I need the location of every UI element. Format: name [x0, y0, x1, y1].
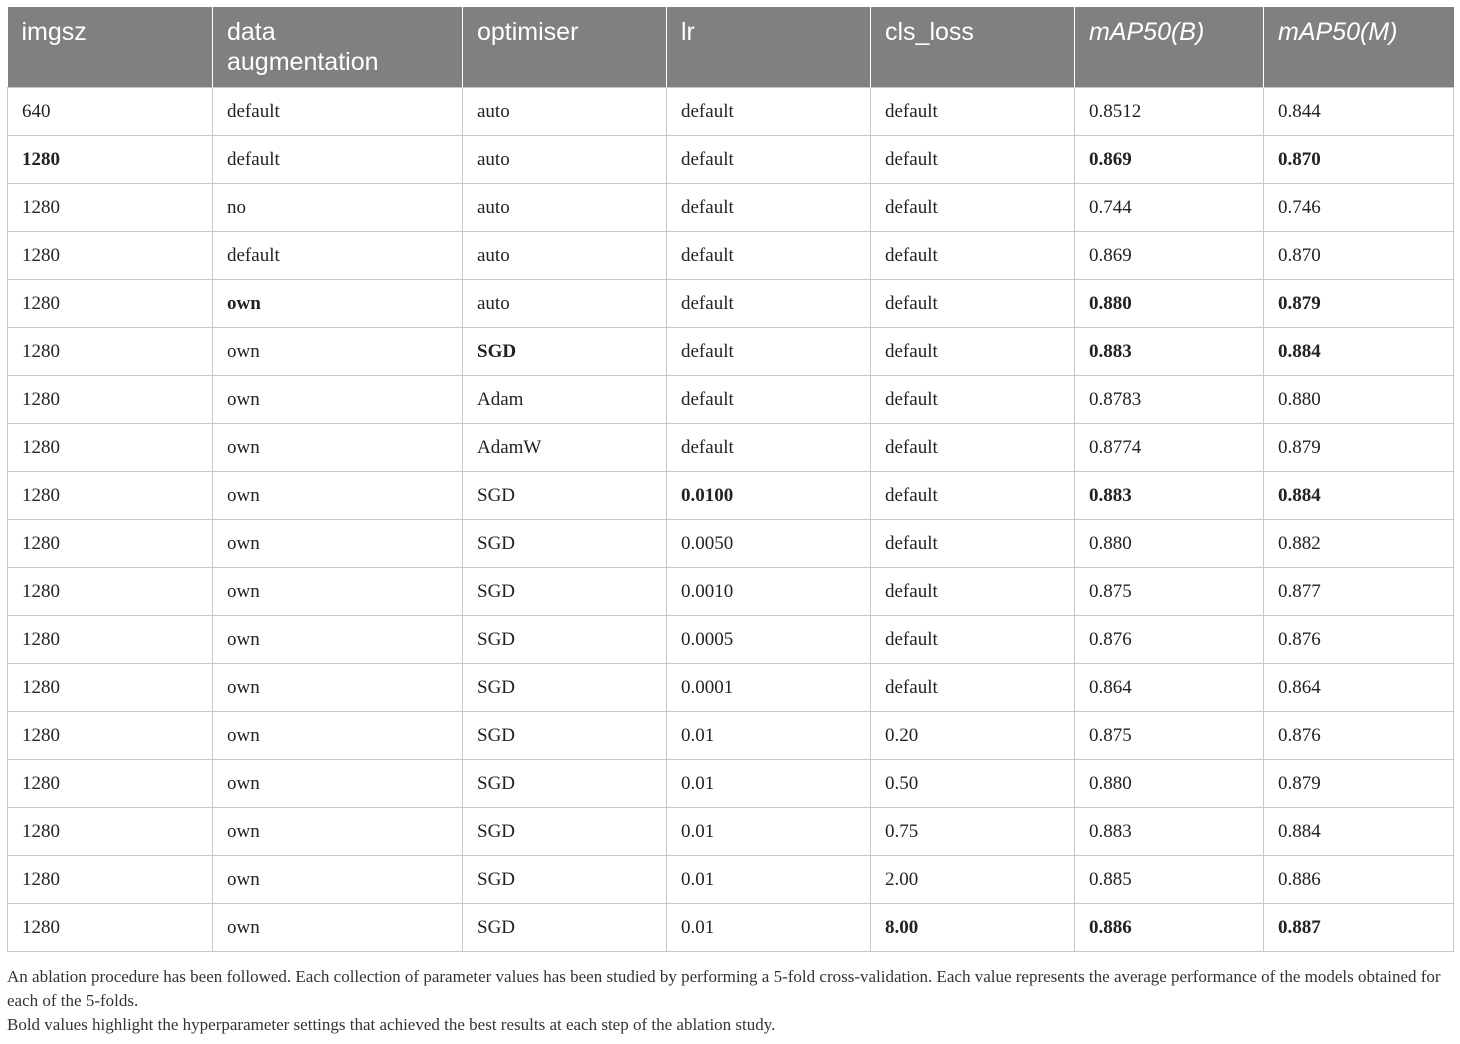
- cell-optimiser: Adam: [463, 376, 667, 424]
- cell-lr: default: [667, 376, 871, 424]
- cell-cls-loss: 0.50: [871, 760, 1075, 808]
- header-map50-b: mAP50(B): [1075, 7, 1264, 88]
- cell-cls-loss: 8.00: [871, 904, 1075, 952]
- cell-map50-m: 0.870: [1264, 232, 1454, 280]
- cell-optimiser: AdamW: [463, 424, 667, 472]
- cell-imgsz: 1280: [8, 808, 213, 856]
- cell-lr: 0.01: [667, 712, 871, 760]
- cell-data-augmentation: default: [213, 88, 463, 136]
- cell-lr: default: [667, 88, 871, 136]
- cell-imgsz: 1280: [8, 280, 213, 328]
- cell-optimiser: SGD: [463, 520, 667, 568]
- cell-cls-loss: default: [871, 184, 1075, 232]
- table-row: [8, 280, 1454, 328]
- cell-cls-loss: 0.20: [871, 712, 1075, 760]
- cell-cls-loss: 2.00: [871, 856, 1075, 904]
- cell-optimiser: SGD: [463, 856, 667, 904]
- cell-cls-loss: 0.75: [871, 808, 1075, 856]
- cell-map50-b: 0.880: [1075, 520, 1264, 568]
- cell-map50-b: 0.869: [1075, 136, 1264, 184]
- cell-lr: default: [667, 424, 871, 472]
- cell-map50-m: 0.884: [1264, 472, 1454, 520]
- cell-imgsz: 1280: [8, 472, 213, 520]
- cell-map50-m: 0.877: [1264, 568, 1454, 616]
- table-row: [8, 568, 1454, 616]
- header-imgsz: imgsz: [8, 7, 213, 88]
- table-row: [8, 616, 1454, 664]
- table-row: [8, 232, 1454, 280]
- cell-data-augmentation: own: [213, 424, 463, 472]
- cell-optimiser: SGD: [463, 904, 667, 952]
- cell-cls-loss: default: [871, 424, 1075, 472]
- cell-map50-b: 0.8774: [1075, 424, 1264, 472]
- cell-map50-m: 0.870: [1264, 136, 1454, 184]
- cell-data-augmentation: own: [213, 280, 463, 328]
- table-row: [8, 184, 1454, 232]
- cell-cls-loss: default: [871, 376, 1075, 424]
- cell-data-augmentation: default: [213, 136, 463, 184]
- cell-lr: 0.0005: [667, 616, 871, 664]
- table-row: [8, 328, 1454, 376]
- cell-lr: 0.01: [667, 856, 871, 904]
- cell-map50-m: 0.864: [1264, 664, 1454, 712]
- cell-data-augmentation: own: [213, 808, 463, 856]
- footnote-ablation: An ablation procedure has been followed. Each collection of parameter values has been studied by performing a 5-fold cross-validation. Each value represents the average performance of the models obtained for each of the 5-folds.: [7, 967, 1441, 1010]
- table-row: [8, 88, 1454, 136]
- cell-lr: default: [667, 136, 871, 184]
- table-row: [8, 472, 1454, 520]
- cell-optimiser: SGD: [463, 568, 667, 616]
- cell-optimiser: SGD: [463, 808, 667, 856]
- cell-imgsz: 1280: [8, 184, 213, 232]
- cell-optimiser: auto: [463, 136, 667, 184]
- cell-imgsz: 1280: [8, 136, 213, 184]
- cell-data-augmentation: own: [213, 904, 463, 952]
- cell-optimiser: auto: [463, 232, 667, 280]
- header-data-augmentation: data augmentation: [213, 7, 463, 88]
- cell-lr: default: [667, 232, 871, 280]
- cell-imgsz: 1280: [8, 424, 213, 472]
- table-body: [8, 88, 1454, 952]
- table-row: [8, 712, 1454, 760]
- cell-lr: 0.01: [667, 808, 871, 856]
- cell-imgsz: 1280: [8, 664, 213, 712]
- cell-cls-loss: default: [871, 616, 1075, 664]
- header-optimiser: optimiser: [463, 7, 667, 88]
- cell-lr: 0.0050: [667, 520, 871, 568]
- cell-map50-m: 0.886: [1264, 856, 1454, 904]
- cell-map50-b: 0.8512: [1075, 88, 1264, 136]
- cell-data-augmentation: own: [213, 664, 463, 712]
- cell-lr: 0.0010: [667, 568, 871, 616]
- header-map50-m: mAP50(M): [1264, 7, 1454, 88]
- cell-optimiser: SGD: [463, 472, 667, 520]
- table-row: [8, 136, 1454, 184]
- cell-map50-b: 0.883: [1075, 328, 1264, 376]
- cell-map50-b: 0.864: [1075, 664, 1264, 712]
- cell-imgsz: 1280: [8, 760, 213, 808]
- cell-lr: 0.0100: [667, 472, 871, 520]
- table-row: [8, 760, 1454, 808]
- ablation-table: [7, 7, 1454, 952]
- cell-cls-loss: default: [871, 664, 1075, 712]
- cell-data-augmentation: own: [213, 712, 463, 760]
- table-row: [8, 376, 1454, 424]
- cell-lr: 0.0001: [667, 664, 871, 712]
- cell-imgsz: 1280: [8, 904, 213, 952]
- cell-imgsz: 1280: [8, 376, 213, 424]
- cell-map50-b: 0.869: [1075, 232, 1264, 280]
- cell-map50-m: 0.879: [1264, 760, 1454, 808]
- cell-optimiser: auto: [463, 280, 667, 328]
- cell-optimiser: auto: [463, 88, 667, 136]
- cell-map50-b: 0.875: [1075, 712, 1264, 760]
- cell-cls-loss: default: [871, 88, 1075, 136]
- cell-lr: default: [667, 328, 871, 376]
- ablation-table-container: [7, 7, 1453, 952]
- table-footnote: [7, 965, 1453, 1037]
- cell-optimiser: SGD: [463, 712, 667, 760]
- cell-map50-m: 0.880: [1264, 376, 1454, 424]
- header-cls-loss: cls_loss: [871, 7, 1075, 88]
- cell-data-augmentation: own: [213, 760, 463, 808]
- header-lr: lr: [667, 7, 871, 88]
- cell-map50-b: 0.886: [1075, 904, 1264, 952]
- cell-map50-b: 0.880: [1075, 760, 1264, 808]
- table-header-row: [8, 7, 1454, 88]
- cell-map50-m: 0.882: [1264, 520, 1454, 568]
- cell-data-augmentation: no: [213, 184, 463, 232]
- cell-imgsz: 640: [8, 88, 213, 136]
- cell-data-augmentation: own: [213, 472, 463, 520]
- cell-data-augmentation: own: [213, 520, 463, 568]
- footnote-bold-values: Bold values highlight the hyperparameter settings that achieved the best results at each step of the ablation study.: [7, 1015, 776, 1034]
- cell-optimiser: SGD: [463, 760, 667, 808]
- cell-cls-loss: default: [871, 232, 1075, 280]
- cell-cls-loss: default: [871, 280, 1075, 328]
- cell-imgsz: 1280: [8, 232, 213, 280]
- cell-data-augmentation: own: [213, 616, 463, 664]
- cell-optimiser: auto: [463, 184, 667, 232]
- table-row: [8, 808, 1454, 856]
- cell-optimiser: SGD: [463, 328, 667, 376]
- cell-cls-loss: default: [871, 568, 1075, 616]
- cell-imgsz: 1280: [8, 568, 213, 616]
- cell-map50-b: 0.875: [1075, 568, 1264, 616]
- cell-lr: 0.01: [667, 760, 871, 808]
- cell-imgsz: 1280: [8, 520, 213, 568]
- cell-map50-m: 0.884: [1264, 808, 1454, 856]
- cell-map50-m: 0.879: [1264, 424, 1454, 472]
- cell-lr: default: [667, 184, 871, 232]
- cell-map50-m: 0.879: [1264, 280, 1454, 328]
- cell-map50-m: 0.746: [1264, 184, 1454, 232]
- cell-optimiser: SGD: [463, 616, 667, 664]
- cell-map50-b: 0.885: [1075, 856, 1264, 904]
- cell-map50-b: 0.883: [1075, 472, 1264, 520]
- cell-data-augmentation: own: [213, 376, 463, 424]
- table-row: [8, 520, 1454, 568]
- cell-lr: 0.01: [667, 904, 871, 952]
- table-row: [8, 424, 1454, 472]
- cell-imgsz: 1280: [8, 328, 213, 376]
- cell-imgsz: 1280: [8, 616, 213, 664]
- cell-cls-loss: default: [871, 472, 1075, 520]
- cell-map50-m: 0.876: [1264, 712, 1454, 760]
- cell-data-augmentation: own: [213, 856, 463, 904]
- cell-data-augmentation: default: [213, 232, 463, 280]
- cell-map50-b: 0.744: [1075, 184, 1264, 232]
- cell-data-augmentation: own: [213, 328, 463, 376]
- table-row: [8, 904, 1454, 952]
- cell-data-augmentation: own: [213, 568, 463, 616]
- cell-optimiser: SGD: [463, 664, 667, 712]
- cell-map50-b: 0.883: [1075, 808, 1264, 856]
- cell-map50-m: 0.876: [1264, 616, 1454, 664]
- cell-map50-m: 0.884: [1264, 328, 1454, 376]
- cell-map50-m: 0.887: [1264, 904, 1454, 952]
- cell-map50-b: 0.8783: [1075, 376, 1264, 424]
- cell-cls-loss: default: [871, 520, 1075, 568]
- cell-imgsz: 1280: [8, 712, 213, 760]
- table-row: [8, 664, 1454, 712]
- cell-lr: default: [667, 280, 871, 328]
- cell-cls-loss: default: [871, 136, 1075, 184]
- cell-map50-m: 0.844: [1264, 88, 1454, 136]
- cell-cls-loss: default: [871, 328, 1075, 376]
- table-row: [8, 856, 1454, 904]
- cell-map50-b: 0.880: [1075, 280, 1264, 328]
- cell-imgsz: 1280: [8, 856, 213, 904]
- cell-map50-b: 0.876: [1075, 616, 1264, 664]
